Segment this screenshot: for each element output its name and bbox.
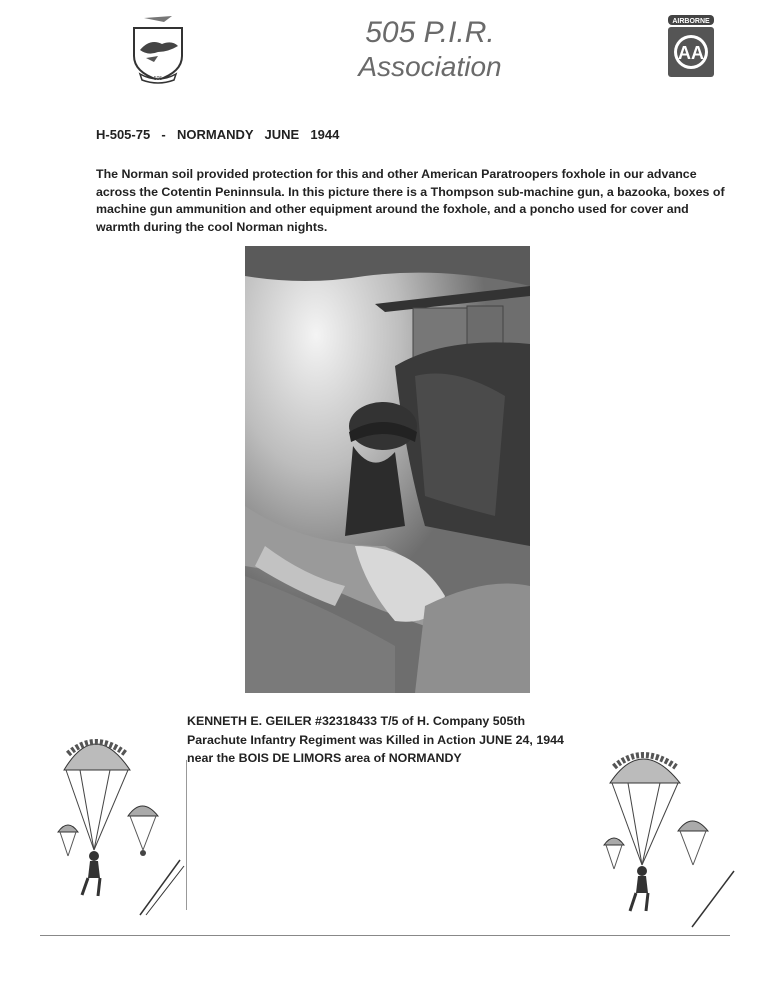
title-line-1: 505 P.I.R. <box>365 16 495 49</box>
paratroopers-drawing-right <box>600 735 740 935</box>
document-reference: H-505-75 - NORMANDY JUNE 1944 <box>96 127 340 142</box>
caption-line-2: Parachute Infantry Regiment was Killed in Action JUNE 24, 1944 <box>187 732 564 747</box>
patch-letters: AA <box>678 43 704 63</box>
patch-tab-text: AIRBORNE <box>672 18 710 25</box>
foxhole-photo <box>245 246 530 693</box>
svg-text:505: 505 <box>153 76 163 82</box>
title-line-2: Association <box>358 51 502 82</box>
paratroopers-drawing-left <box>50 720 190 920</box>
memorial-caption <box>187 712 657 768</box>
caption-line-3: near the BOIS DE LIMORS area of NORMANDY <box>187 751 462 765</box>
unit-crest-emblem <box>128 12 188 84</box>
footer-rule <box>40 935 730 936</box>
photo-description: The Norman soil provided protection for this and other American Paratroopers foxhole in our advance across the Cotentin Peninnsula. In this picture there is a Thompson sub-machine gun, a bazooka, boxes of machine gun ammunition and other equipment around the foxhole, and a poncho used for cover and warmth during the cool Norman nights. <box>96 167 725 234</box>
caption-line-1: KENNETH E. GEILER #32318433 T/5 of H. Company 505th <box>187 714 526 728</box>
airborne-patch-icon <box>666 14 716 80</box>
association-title <box>340 16 520 84</box>
